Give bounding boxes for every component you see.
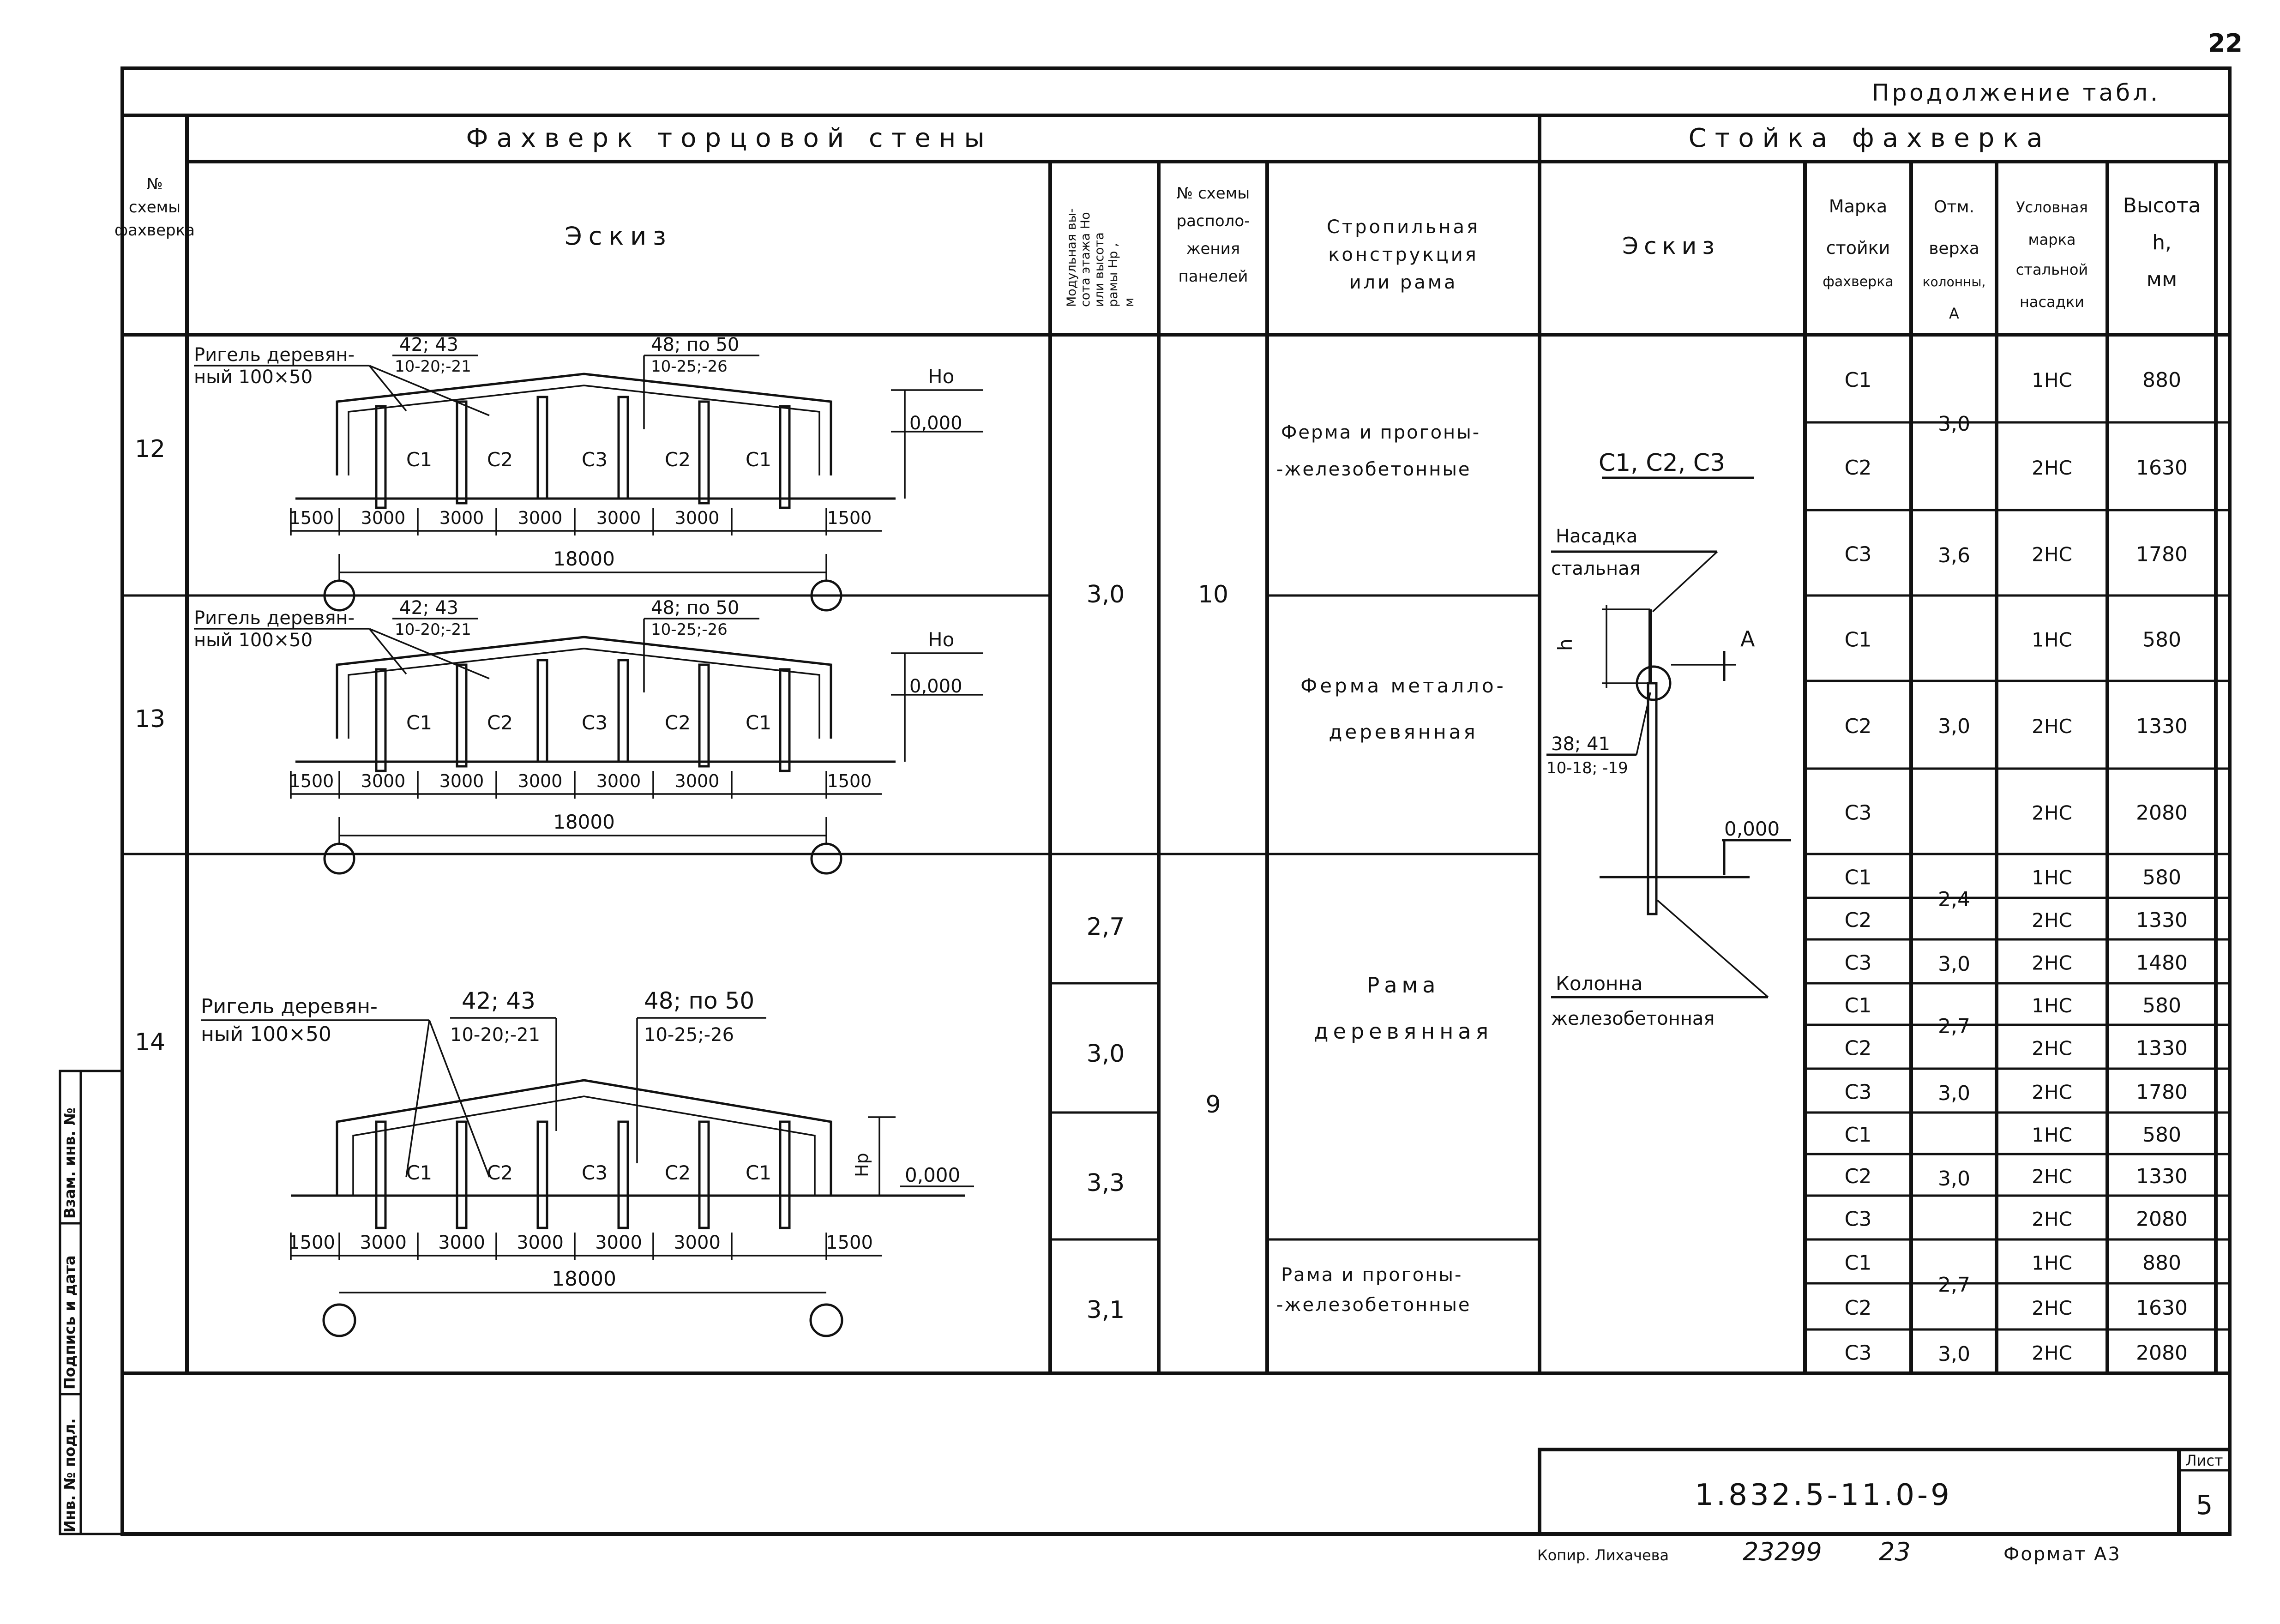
axis-marker <box>811 1305 842 1336</box>
marks-label: 10-25;-26 <box>651 620 728 639</box>
nasadka-mark: 1НС <box>2032 369 2072 391</box>
svg-text:Ферма металло-: Ферма металло- <box>1300 674 1506 697</box>
height-value: 3,1 <box>1086 1296 1125 1324</box>
height-h: 580 <box>2142 1123 2181 1147</box>
svg-text:м: м <box>1122 297 1137 307</box>
list-number: 5 <box>2196 1489 2213 1521</box>
mark-header <box>1823 196 1893 290</box>
svg-text:Взам. инв. №: Взам. инв. № <box>61 1107 78 1219</box>
marks-label: 10-20;-21 <box>395 620 471 639</box>
height-value: 3,0 <box>1086 581 1125 608</box>
otm-header <box>1923 198 1986 322</box>
height-h: 1780 <box>2136 1080 2188 1104</box>
kolonna-label: железобетонная <box>1551 1008 1715 1029</box>
nasadka-mark: 2НС <box>2032 1165 2072 1188</box>
roof-type <box>1276 422 1480 480</box>
post-label: С2 <box>665 711 691 734</box>
continuation-label: Продолжение табл. <box>1871 79 2160 106</box>
panel-value: 10 <box>1197 581 1229 608</box>
ho-label: Но <box>928 628 955 651</box>
marks-label: 10-20;-21 <box>450 1024 541 1046</box>
height-h: 580 <box>2142 994 2181 1017</box>
stoika-sketch-title: С1, С2, С3 <box>1598 449 1726 477</box>
svg-text:насадки: насадки <box>2020 293 2084 311</box>
svg-text:Отм.: Отм. <box>1934 198 1974 217</box>
stoika-header: Стойка фахверка <box>1688 123 2051 153</box>
marks-label: 42; 43 <box>399 597 458 619</box>
svg-text:конструкция: конструкция <box>1328 244 1479 265</box>
height-h: 1330 <box>2136 1036 2188 1060</box>
a-label: А <box>1740 626 1755 651</box>
stoika-mark: С3 <box>1844 951 1872 975</box>
marks-label: 10-25;-26 <box>644 1024 734 1046</box>
marks-label: 42; 43 <box>399 334 458 355</box>
ho-label: Но <box>928 365 955 388</box>
height-h: 580 <box>2142 628 2181 652</box>
marks-label: 48; по 50 <box>644 987 755 1014</box>
stoika-mark: С1 <box>1844 368 1872 392</box>
stoika-mark: С2 <box>1844 908 1872 932</box>
height-h: 2080 <box>2136 1341 2188 1365</box>
otm-value: 3,6 <box>1938 544 1970 567</box>
stoika-mark: С2 <box>1844 456 1872 480</box>
roof-type <box>1300 674 1506 743</box>
otm-value: 3,0 <box>1938 952 1970 976</box>
stoika-mark: С1 <box>1844 866 1872 890</box>
fachwerk-header: Фахверк торцовой стены <box>466 123 993 153</box>
svg-text:№: № <box>146 175 163 193</box>
svg-text:или рама: или рама <box>1349 272 1458 293</box>
zero-label: 0,000 <box>909 676 963 697</box>
axis-marker <box>812 844 841 873</box>
span-dimension: 3000 <box>361 508 406 528</box>
stoika-mark: С1 <box>1844 1251 1872 1275</box>
svg-text:Инв. № подл.: Инв. № подл. <box>61 1418 78 1533</box>
height-h: 2080 <box>2136 1207 2188 1231</box>
span-dimension: 3000 <box>674 508 720 528</box>
nasadka-mark: 1НС <box>2032 1124 2072 1146</box>
stoika-mark: С3 <box>1844 801 1872 825</box>
height-h: 2080 <box>2136 801 2188 825</box>
span-dimension: 3000 <box>674 771 720 791</box>
svg-text:Ферма и прогоны-: Ферма и прогоны- <box>1281 422 1481 443</box>
svg-text:-железобетонные: -железобетонные <box>1276 459 1471 480</box>
span-dimension: 1500 <box>289 508 334 528</box>
archive-number: 23299 <box>1743 1537 1822 1566</box>
svg-text:рамы Нр ,: рамы Нр , <box>1106 243 1120 307</box>
otm-value: 3,0 <box>1938 1082 1970 1105</box>
stoika-marks: 10-18; -19 <box>1546 759 1628 777</box>
side-labels <box>61 1107 78 1533</box>
span-dimension: 1500 <box>288 1232 335 1253</box>
svg-text:располо-: располо- <box>1176 212 1250 230</box>
svg-text:марка: марка <box>2028 231 2076 248</box>
nasadka-mark: 2НС <box>2032 951 2072 974</box>
nasadka-mark: 2НС <box>2032 1081 2072 1104</box>
stoika-mark: С3 <box>1844 1080 1872 1104</box>
svg-text:панелей: панелей <box>1178 267 1248 286</box>
span-dimension: 1500 <box>289 771 334 791</box>
nasadka-mark: 2НС <box>2032 801 2072 824</box>
nasadka-header <box>2016 198 2088 311</box>
height-h: 880 <box>2142 368 2181 392</box>
stoika-mark: С3 <box>1844 1341 1872 1365</box>
post-label: С2 <box>487 448 513 471</box>
document-code: 1.832.5-11.0-9 <box>1695 1478 1952 1512</box>
fachwerk-sketches <box>194 334 983 1336</box>
span-dimension: 3000 <box>517 508 563 528</box>
span-dimension: 3000 <box>595 1232 642 1253</box>
fachwerk-sketch <box>194 597 983 873</box>
stoika-mark: С1 <box>1844 628 1872 652</box>
nasadka-mark: 2НС <box>2032 1208 2072 1231</box>
rigel-label: ный 100×50 <box>201 1023 331 1046</box>
nasadka-mark: 1НС <box>2032 994 2072 1017</box>
span-dimension: 3000 <box>596 508 641 528</box>
svg-text:Условная: Условная <box>2016 198 2088 216</box>
zero-label: 0,000 <box>909 413 963 434</box>
archive-number-2: 23 <box>1879 1537 1911 1566</box>
post-label: С2 <box>665 448 691 471</box>
total-dimension: 18000 <box>552 1267 616 1291</box>
eskiz2-header: Эскиз <box>1622 233 1720 259</box>
svg-text:Модульная вы-: Модульная вы- <box>1065 208 1079 307</box>
post-label: С3 <box>582 711 608 734</box>
h-label: h <box>1554 638 1576 651</box>
height-header <box>1065 208 1137 307</box>
total-dimension: 18000 <box>553 811 615 833</box>
height-h: 1330 <box>2136 1165 2188 1188</box>
page-number: 22 <box>2208 29 2243 58</box>
panel-scheme-header <box>1177 184 1250 286</box>
post-label: С2 <box>487 1161 513 1184</box>
post-label: С3 <box>582 1161 608 1184</box>
svg-text:деревянная: деревянная <box>1313 1019 1493 1044</box>
nasadka-mark: 2НС <box>2032 909 2072 932</box>
svg-text:или высота: или высота <box>1092 232 1107 307</box>
post-label: С1 <box>746 1161 772 1184</box>
stoika-table <box>1805 337 2230 1373</box>
list-label: Лист <box>2185 1452 2223 1469</box>
zero-label: 0,000 <box>905 1164 961 1186</box>
stoika-mark: С2 <box>1844 715 1872 738</box>
panel-value: 9 <box>1205 1091 1221 1119</box>
nasadka-mark: 1НС <box>2032 1251 2072 1275</box>
svg-text:Подпись и дата: Подпись и дата <box>61 1255 78 1389</box>
nasadka-label: стальная <box>1551 558 1641 579</box>
rigel-label: Ригель деревян- <box>194 344 355 366</box>
nasadka-mark: 1НС <box>2032 866 2072 889</box>
span-dimension: 1500 <box>826 1232 873 1253</box>
height-h: 1630 <box>2136 456 2188 480</box>
svg-text:фахверка: фахверка <box>1823 274 1894 290</box>
height-h: 1630 <box>2136 1296 2188 1320</box>
otm-value: 3,0 <box>1938 1342 1970 1366</box>
rigel-label: Ригель деревян- <box>201 995 378 1018</box>
total-dimension: 18000 <box>553 547 615 570</box>
span-dimension: 3000 <box>438 1232 485 1253</box>
rigel-label: Ригель деревян- <box>194 607 355 629</box>
svg-text:№ схемы: № схемы <box>1176 184 1250 203</box>
post-label: С1 <box>406 1161 433 1184</box>
nasadka-mark: 2НС <box>2032 543 2072 566</box>
scheme-number: 12 <box>134 435 166 463</box>
nasadka-mark: 2НС <box>2032 1297 2072 1319</box>
kolonna-label: Колонна <box>1556 972 1643 995</box>
format-label: Формат А3 <box>2003 1544 2121 1565</box>
height-h: 580 <box>2142 866 2181 890</box>
stoika-mark: С3 <box>1844 542 1872 566</box>
span-dimension: 3000 <box>361 771 406 791</box>
stoika-mark: С2 <box>1844 1036 1872 1060</box>
height-h: 880 <box>2142 1251 2181 1275</box>
span-dimension: 3000 <box>674 1232 721 1253</box>
marks-label: 42; 43 <box>462 987 535 1014</box>
stoika-marks: 38; 41 <box>1551 734 1610 755</box>
stoika-sketch <box>1546 449 1791 1029</box>
height-value: 3,0 <box>1086 1040 1125 1068</box>
marks-label: 10-20;-21 <box>395 357 471 376</box>
marks-label: 48; по 50 <box>651 334 740 355</box>
copy-label: Копир. Лихачева <box>1537 1546 1669 1564</box>
svg-text:деревянная: деревянная <box>1329 721 1478 743</box>
height-h: 1480 <box>2136 951 2188 975</box>
span-dimension: 3000 <box>439 508 484 528</box>
svg-text:А: А <box>1949 305 1959 322</box>
svg-text:Марка: Марка <box>1829 196 1888 217</box>
otm-value: 2,7 <box>1938 1273 1970 1297</box>
nasadka-mark: 2НС <box>2032 457 2072 479</box>
nasadka-mark: 2НС <box>2032 715 2072 738</box>
span-dimension: 3000 <box>439 771 484 791</box>
svg-text:-железобетонные: -железобетонные <box>1276 1294 1471 1316</box>
scheme-no-header <box>114 175 195 240</box>
stoika-mark: С3 <box>1844 1207 1872 1231</box>
scheme-number: 13 <box>134 705 166 733</box>
span-dimension: 1500 <box>827 771 872 791</box>
scheme-number: 14 <box>134 1029 166 1056</box>
svg-text:фахверка: фахверка <box>114 221 195 240</box>
post-label: С2 <box>487 711 513 734</box>
svg-text:жения: жения <box>1186 240 1240 258</box>
h-header <box>2123 194 2201 291</box>
axis-marker <box>325 844 354 873</box>
svg-text:мм: мм <box>2146 268 2178 291</box>
svg-text:схемы: схемы <box>128 198 181 217</box>
span-dimension: 3000 <box>517 1232 564 1253</box>
stoika-mark: С2 <box>1844 1165 1872 1188</box>
svg-text:колонны,: колонны, <box>1922 274 1986 289</box>
fachwerk-sketch <box>194 334 983 610</box>
nasadka-mark: 2НС <box>2032 1037 2072 1060</box>
roof-header <box>1327 217 1480 293</box>
post-label: С1 <box>746 711 772 734</box>
height-h: 1780 <box>2136 542 2188 566</box>
post-label: С1 <box>406 448 433 471</box>
svg-text:h,: h, <box>2152 231 2172 254</box>
svg-text:Рама: Рама <box>1366 973 1440 998</box>
svg-text:Высота: Высота <box>2123 194 2201 217</box>
fachwerk-sketch <box>201 987 974 1336</box>
svg-text:Рама и прогоны-: Рама и прогоны- <box>1281 1264 1463 1286</box>
height-h: 1330 <box>2136 908 2188 932</box>
otm-value: 2,4 <box>1938 888 1970 911</box>
post-label: С3 <box>582 448 608 471</box>
height-value: 2,7 <box>1086 913 1125 941</box>
span-dimension: 3000 <box>360 1232 407 1253</box>
nasadka-label: Насадка <box>1556 526 1638 547</box>
svg-text:стойки: стойки <box>1826 238 1890 258</box>
eskiz-header: Эскиз <box>565 222 673 251</box>
roof-type <box>1276 1264 1471 1316</box>
svg-text:Стропильная: Стропильная <box>1326 217 1480 238</box>
otm-value: 3,0 <box>1938 1167 1970 1191</box>
stoika-mark: С1 <box>1844 994 1872 1017</box>
nasadka-mark: 1НС <box>2032 628 2072 651</box>
svg-text:верха: верха <box>1929 239 1979 258</box>
post-label: С2 <box>665 1161 691 1184</box>
span-dimension: 3000 <box>596 771 641 791</box>
svg-text:сота этажа Но: сота этажа Но <box>1078 212 1093 307</box>
span-dimension: 1500 <box>827 508 872 528</box>
post-label: С1 <box>746 448 772 471</box>
height-value: 3,3 <box>1086 1169 1125 1197</box>
nasadka-mark: 2НС <box>2032 1341 2072 1365</box>
roof-type <box>1314 973 1493 1044</box>
marks-label: 48; по 50 <box>651 597 740 619</box>
span-dimension: 3000 <box>517 771 563 791</box>
axis-marker <box>324 1305 355 1336</box>
post-label: С1 <box>406 711 433 734</box>
hp-label: Нр <box>852 1153 872 1177</box>
otm-value: 3,0 <box>1938 412 1970 436</box>
stoika-mark: С2 <box>1844 1296 1872 1320</box>
height-h: 1330 <box>2136 715 2188 738</box>
marks-label: 10-25;-26 <box>651 357 728 376</box>
otm-value: 2,7 <box>1938 1015 1970 1038</box>
rigel-label: ный 100×50 <box>194 367 313 388</box>
svg-text:стальной: стальной <box>2015 261 2088 278</box>
otm-value: 3,0 <box>1938 715 1970 738</box>
stoika-mark: С1 <box>1844 1123 1872 1147</box>
rigel-label: ный 100×50 <box>194 630 313 651</box>
zero-label: 0,000 <box>1724 818 1780 840</box>
